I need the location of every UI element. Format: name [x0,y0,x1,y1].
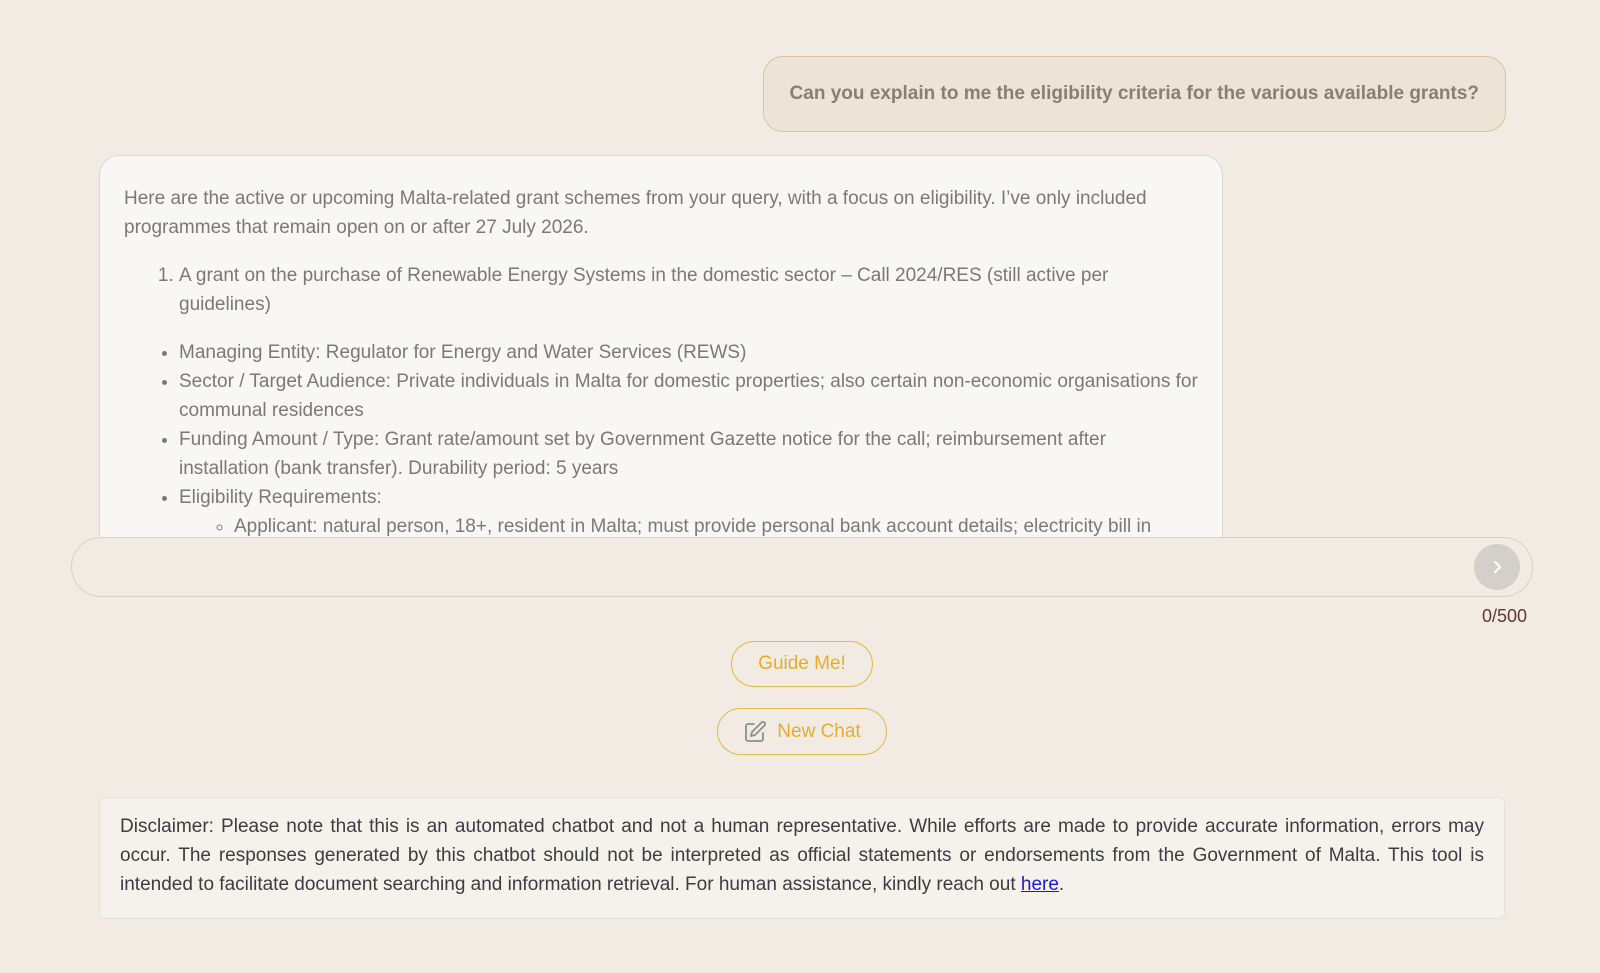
programme-list [124,261,1198,319]
edit-icon [743,720,767,744]
programme-details-list [124,338,1198,541]
detail-item: • Managing Entity: Regulator for Energy and Water Services (REWS) [179,338,1198,367]
chevron-right-icon [1489,559,1505,575]
bot-message-bubble [99,155,1223,575]
sub-detail-item: ◦ Applicant: natural person, 18+, resident in Malta; must provide personal bank account details; electricity bill in [234,512,1198,541]
detail-item [179,483,1198,541]
send-button[interactable] [1474,544,1520,590]
message-input-bar [71,537,1533,597]
message-input[interactable] [96,548,1460,588]
bot-intro-text: Here are the active or upcoming Malta-related grant schemes from your query, with a focus on eligibility. I’ve only included programmes that remain open on or after 27 July 2026. [124,188,1147,238]
guide-me-button[interactable]: Guide Me! [731,641,873,687]
detail-item: • Sector / Target Audience: Private individuals in Malta for domestic properties; also certain non-economic organisations for communal residences [179,367,1198,425]
user-message-bubble [763,56,1506,132]
disclaimer-text: Disclaimer: Please note that this is an automated chatbot and not a human representative. While efforts are made to provide accurate information, errors may occur. The responses generated by this chatbot should not be interpreted as official statements or endorsements from the Government of Malta. This tool is intended to facilitate document searching and information retrieval. For human assistance, kindly reach out [120,816,1484,895]
new-chat-button[interactable] [717,708,887,755]
disclaimer-suffix: . [1058,874,1065,895]
new-chat-label: New Chat [777,720,861,742]
detail-item-label: Eligibility Requirements: [179,487,382,508]
detail-item: • Funding Amount / Type: Grant rate/amount set by Government Gazette notice for the call; reimbursement after installation (bank transfer). Durability period: 5 years [179,425,1198,483]
disclaimer-box [99,797,1505,919]
programme-item: 1. A grant on the purchase of Renewable Energy Systems in the domestic sector – Call 2024/RES (still active per guidelines) [179,261,1198,319]
character-counter: 0/500 [1481,606,1527,626]
human-assistance-link[interactable]: here [1020,874,1059,895]
user-message-text: Can you explain to me the eligibility criteria for the various available grants? [789,83,1479,104]
